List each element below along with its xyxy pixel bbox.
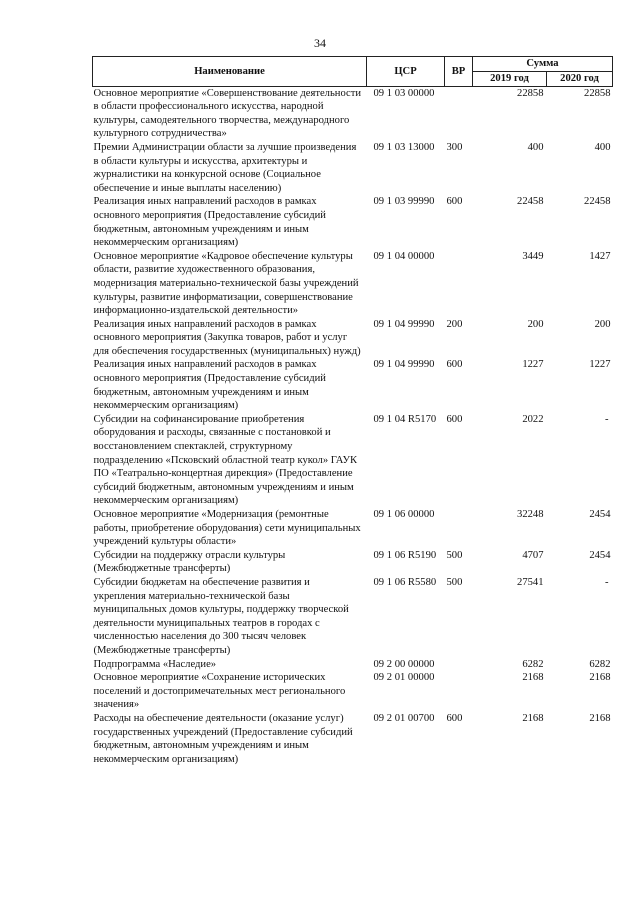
row-sum-2019: 27541 <box>517 576 544 588</box>
row-sum-2020: 200 <box>594 318 611 330</box>
row-sum-2020: 2168 <box>589 672 611 684</box>
row-csr: 09 2 01 00700 <box>373 712 435 724</box>
row-csr: 09 1 06 R5190 <box>373 549 437 561</box>
row-sum-2020: 400 <box>594 141 611 153</box>
row-vr: 500 <box>446 549 463 561</box>
row-csr: 09 1 03 13000 <box>373 141 435 153</box>
table-row <box>93 195 613 249</box>
table-body <box>93 86 613 766</box>
row-sum-2020: 22858 <box>584 87 611 99</box>
header-year-2020: 2020 год <box>547 72 613 87</box>
row-csr: 09 1 03 00000 <box>373 87 435 99</box>
row-csr: 09 1 04 00000 <box>373 250 435 262</box>
row-sum-2020: - <box>604 576 609 588</box>
row-vr: 600 <box>446 712 463 724</box>
row-name: Премии Администрации области за лучшие произведения в области культуры и искусства, архитектуры и журналистики на конкурсной основе (Социальное обеспечение и иные выплаты населению) <box>93 141 357 194</box>
row-name: Субсидии на поддержку отрасли культуры (Межбюджетные трансферты) <box>93 549 286 575</box>
table-row <box>93 576 613 658</box>
row-vr: 300 <box>446 141 463 153</box>
row-vr: 600 <box>446 196 463 208</box>
row-sum-2019: 6282 <box>522 658 544 670</box>
row-sum-2020: 22458 <box>584 196 611 208</box>
row-sum-2020: - <box>604 413 609 425</box>
row-vr: 500 <box>446 576 463 588</box>
row-vr <box>445 671 473 712</box>
row-sum-2020: 2454 <box>589 549 611 561</box>
row-sum-2019: 3449 <box>522 250 544 262</box>
row-name: Подпрограмма «Наследие» <box>93 658 217 670</box>
table-row <box>93 358 613 412</box>
row-name: Основное мероприятие «Совершенствование деятельности в области профессионального искусства, народной культуры, самодеятельного творчества, международного культурного сотрудничества» <box>93 87 362 140</box>
row-vr <box>445 250 473 318</box>
row-name: Основное мероприятие «Модернизация (ремонтные работы, приобретение оборудования) сети муниципальных учреждений культуры области» <box>93 509 361 548</box>
row-vr: 200 <box>446 318 463 330</box>
header-csr: ЦСР <box>367 57 445 87</box>
row-name: Основное мероприятие «Кадровое обеспечение культуры области, развитие художественного образования, модернизация материально-технической базы учреждений культуры, развитие информатизации, совершенствование информационно-издательской деятельности» <box>93 250 359 317</box>
row-vr <box>445 508 473 549</box>
row-csr: 09 1 06 R5580 <box>373 576 437 588</box>
row-sum-2019: 22458 <box>517 196 544 208</box>
row-sum-2019: 4707 <box>522 549 544 561</box>
header-sum: Сумма <box>473 57 613 72</box>
row-csr: 09 1 03 99990 <box>373 196 435 208</box>
row-csr: 09 2 01 00000 <box>373 672 435 684</box>
row-name: Субсидии бюджетам на обеспечение развития и укрепления материально-технической базы муниципальных домов культуры, поддержку творческой деятельности муниципальных театров в городах с численностью населения до 300 тысяч человек (Межбюджетные трансферты) <box>93 576 349 656</box>
row-sum-2020: 2454 <box>589 509 611 520</box>
header-name: Наименование <box>93 57 367 87</box>
row-sum-2019: 2168 <box>522 712 544 724</box>
row-csr: 09 2 00 00000 <box>373 658 435 670</box>
row-vr: 600 <box>446 413 463 425</box>
table-row <box>93 413 613 508</box>
row-sum-2019: 200 <box>527 318 544 330</box>
row-sum-2020: 1427 <box>589 250 611 262</box>
row-sum-2019: 22858 <box>517 87 544 99</box>
table-row <box>93 671 613 712</box>
row-sum-2019: 1227 <box>522 359 544 371</box>
row-name: Расходы на обеспечение деятельности (оказание услуг) государственных учреждений (Предоставление субсидий бюджетным, автономным учреждениям и иным некоммерческим организациям) <box>93 712 353 765</box>
row-sum-2020: 6282 <box>589 658 611 670</box>
row-csr: 09 1 06 00000 <box>373 509 435 520</box>
row-sum-2020: 2168 <box>589 712 611 724</box>
table-row <box>93 508 613 549</box>
row-vr <box>445 86 473 141</box>
table-row <box>93 250 613 318</box>
table-row <box>93 86 613 141</box>
table-row <box>93 141 613 195</box>
row-sum-2019: 400 <box>527 141 544 153</box>
row-sum-2020: 1227 <box>589 359 611 371</box>
table-row <box>93 712 613 766</box>
row-vr <box>445 658 473 672</box>
row-csr: 09 1 04 99990 <box>373 318 435 330</box>
row-sum-2019: 2168 <box>522 672 544 684</box>
table-header <box>93 57 613 87</box>
table-row <box>93 318 613 359</box>
budget-table <box>92 56 613 766</box>
row-name: Реализация иных направлений расходов в рамках основного мероприятия (Предоставление субсидий бюджетным, автономным учреждениям и иным некоммерческим организациям) <box>93 359 326 412</box>
table-row <box>93 658 613 672</box>
row-name: Реализация иных направлений расходов в рамках основного мероприятия (Предоставление субсидий бюджетным, автономным учреждениям и иным некоммерческим организациям) <box>93 196 326 249</box>
row-name: Субсидии на софинансирование приобретения оборудования и расходы, связанные с постановкой и восстановлением спектаклей, структурному подразделению «Псковский областной театр кукол» ГАУК ПО «Театрально-концертная дирекция» (Предоставление субсидий бюджетным, автономным учреждениям и иным некоммерческим организациям) <box>93 413 358 507</box>
header-vr: ВР <box>445 57 473 87</box>
page-number: 34 <box>314 36 326 50</box>
row-csr: 09 1 04 R5170 <box>373 413 437 425</box>
row-csr: 09 1 04 99990 <box>373 359 435 371</box>
row-sum-2019: 32248 <box>517 509 544 520</box>
header-year-2019: 2019 год <box>473 72 547 87</box>
row-vr: 600 <box>446 359 463 371</box>
row-name: Реализация иных направлений расходов в рамках основного мероприятия (Закупка товаров, работ и услуг для обеспечения государственных (муниципальных) нужд) <box>93 318 361 357</box>
table-row <box>93 549 613 576</box>
row-name: Основное мероприятие «Сохранение исторических поселений и достопримечательных мест регионального значения» <box>93 672 346 711</box>
row-sum-2019: 2022 <box>522 413 544 425</box>
